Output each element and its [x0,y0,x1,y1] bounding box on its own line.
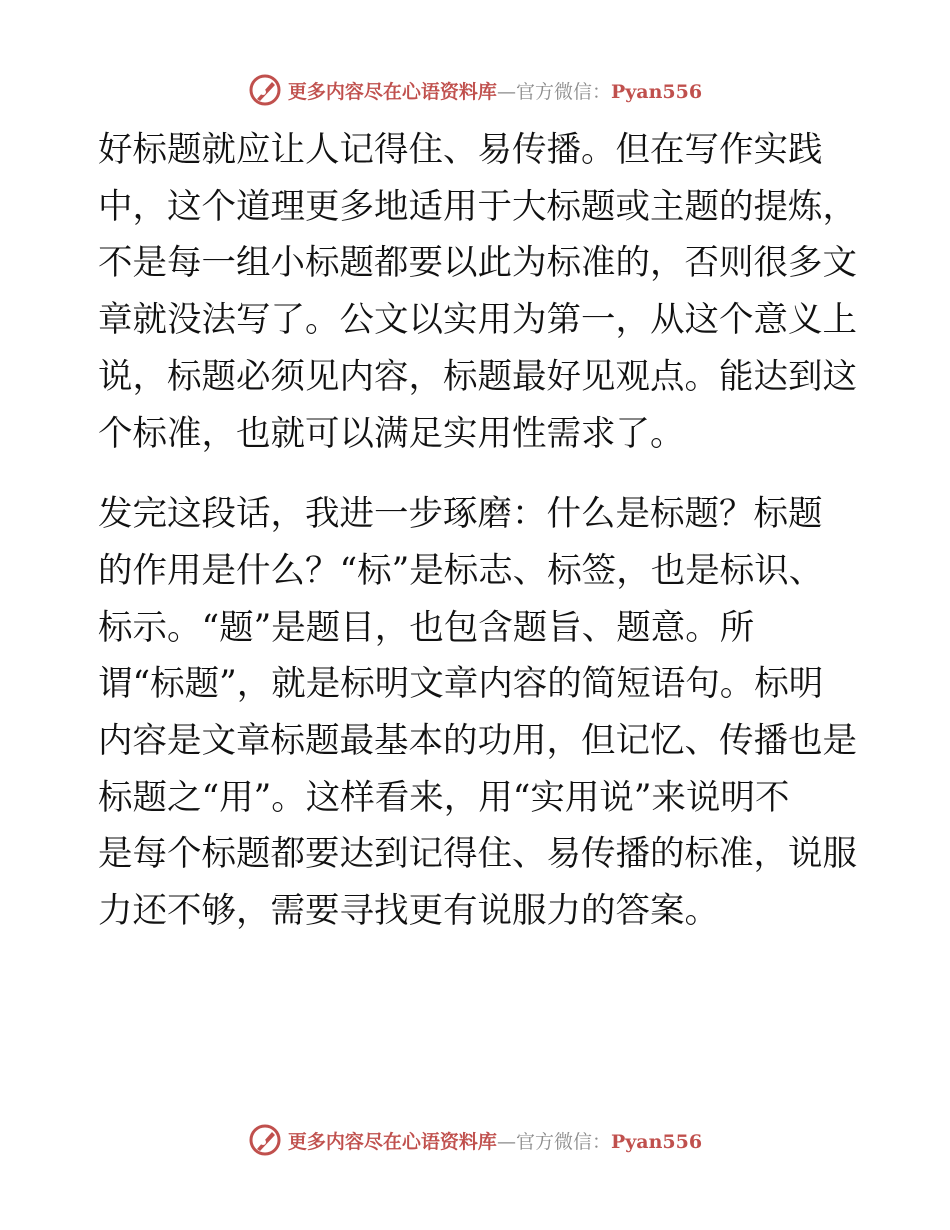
text-line: 说，标题必须见内容，标题最好见观点。能达到这 [98,356,857,397]
text-line: 标示。“题”是题目，也包含题旨、题意。所 [98,607,755,648]
text-line: 发完这段话，我进一步琢磨：什么是标题？标题 [98,494,823,535]
text-line: 好标题就应让人记得住、易传播。但在写作实践 [98,130,823,170]
text-line: 不是每一组小标题都要以此为标准的，否则很多文 [98,243,857,284]
header-watermark [0,70,950,110]
text-line: 谓“标题”，就是标明文章内容的简短语句。标明 [98,664,824,705]
quill-circle-logo-icon [248,73,282,107]
header-watermark-site: 更多内容尽在心语资料库 [287,80,497,103]
footer-watermark-text [288,1127,702,1154]
text-line: 标题之“用”。这样看来，用“实用说”来说明不 [98,777,790,818]
text-line: 是每个标题都要达到记得住、易传播的标准，说服 [98,834,857,875]
text-line: 中，这个道理更多地适用于大标题或主题的提炼， [98,186,857,227]
text-line: 的作用是什么？“标”是标志、标签，也是标识、 [98,550,824,591]
document-body [98,122,857,940]
text-line: 个标准，也就可以满足实用性需求了。 [98,413,685,454]
paragraph-2 [98,486,857,940]
header-watermark-text [288,77,702,104]
quill-circle-logo-icon [248,1123,282,1157]
text-line: 章就没法写了。公文以实用为第一，从这个意义上 [98,300,857,341]
footer-watermark-site: 更多内容尽在心语资料库 [287,1130,497,1153]
paragraph-1 [98,122,857,462]
text-line: 内容是文章标题最基本的功用，但记忆、传播也是 [98,721,857,762]
footer-watermark [0,1120,950,1160]
header-watermark-account: Pyan556 [610,80,703,103]
footer-watermark-account: Pyan556 [610,1130,703,1153]
text-line: 力还不够，需要寻找更有说服力的答案。 [98,891,719,932]
footer-watermark-label: —官方微信： [496,1130,611,1153]
header-watermark-label: —官方微信： [496,80,611,103]
